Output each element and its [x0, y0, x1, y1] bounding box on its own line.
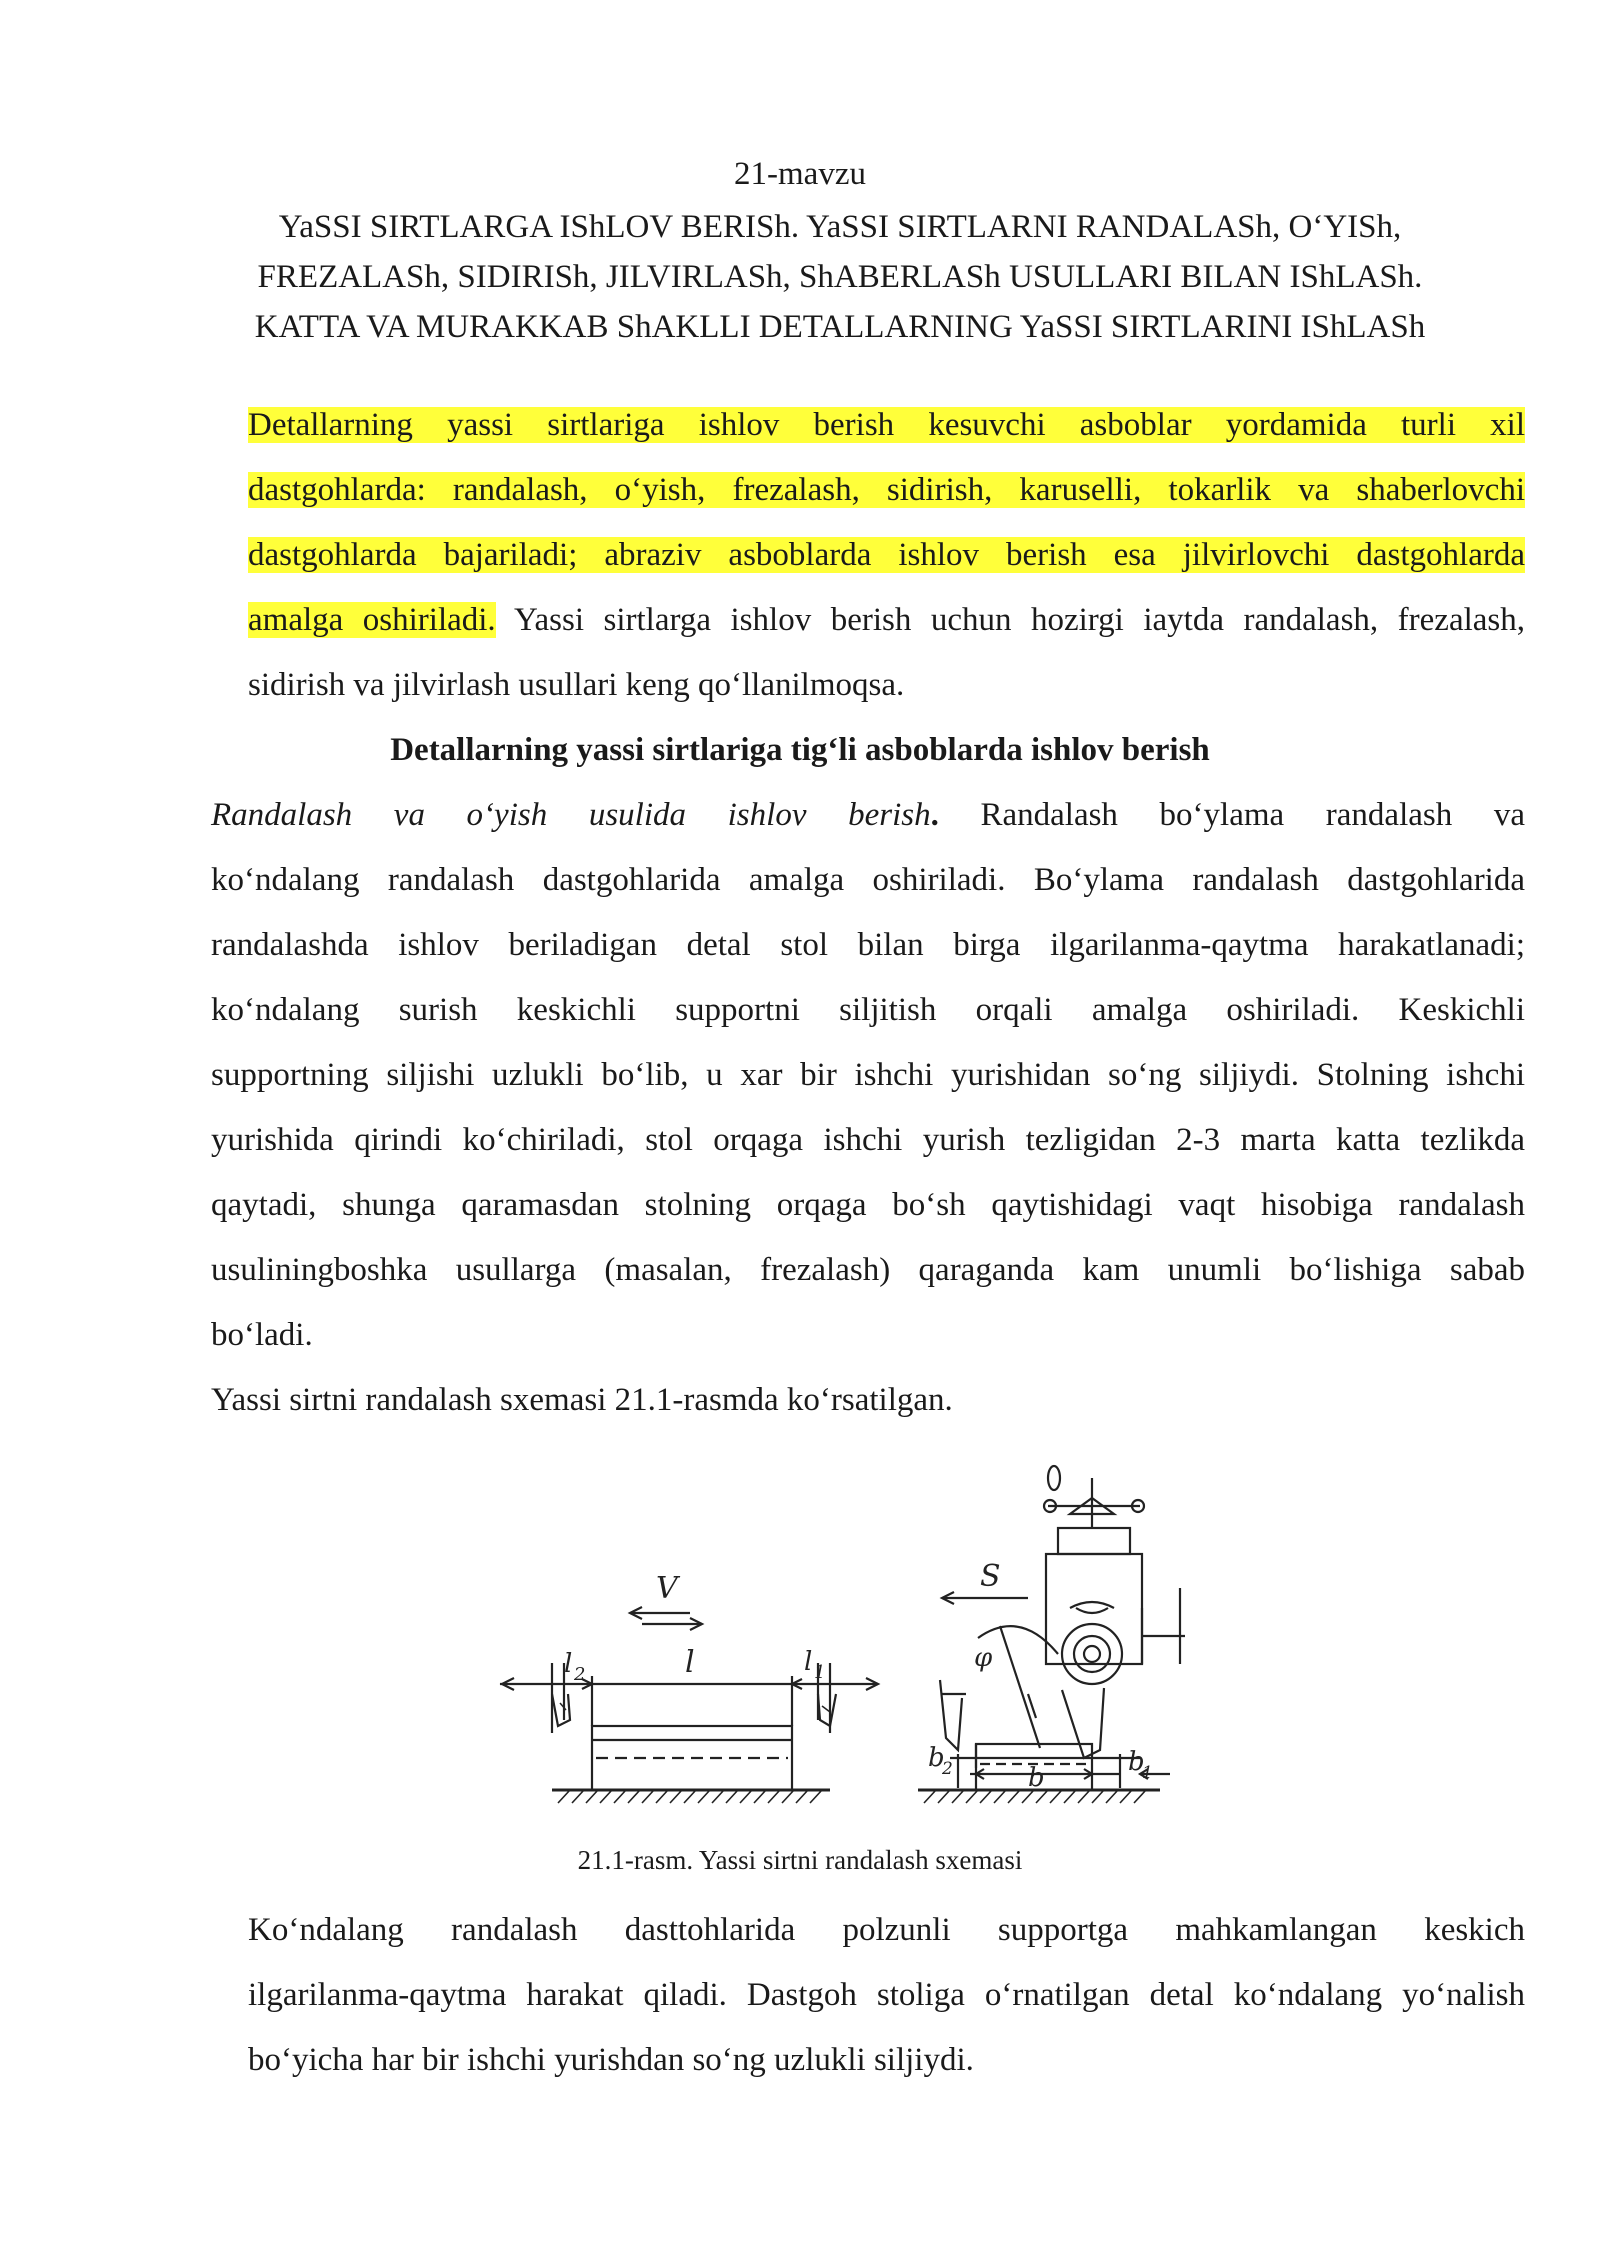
label-l: l	[685, 1645, 695, 1680]
label-phi: φ	[974, 1643, 993, 1673]
highlighted-text: Detallarning yassi sirtlariga ishlov berish kesuvchi asboblar yordamida turli xil	[248, 407, 1525, 443]
title-line: FREZALASh, SIDIRISh, JILVIRLASh, ShABERLASh USULLARI BILAN IShLASh.	[257, 259, 1423, 295]
label-v: V	[656, 1571, 678, 1606]
paragraph-figure-ref: Yassi sirtni randalash sxemasi 21.1-rasmda ko‘rsatilgan.	[211, 1382, 953, 1418]
title-line: KATTA VA MURAKKAB ShAKLLI DETALLARNING YaSSI SIRTLARINI IShLASh	[254, 309, 1426, 345]
italic-lead: Randalash va o‘yish usulida ishlov berish	[211, 797, 931, 833]
highlighted-text: dastgohlarda bajariladi; abraziv asboblarda ishlov berish esa jilvirlovchi dastgohlarda	[248, 537, 1525, 573]
title-line: YaSSI SIRTLARGA IShLOV BERISh. YaSSI SIRTLARNI RANDALASh, O‘YISh,	[278, 209, 1402, 245]
label-b2: b	[928, 1743, 945, 1773]
label-b: b	[1028, 1763, 1045, 1793]
figure-caption: 21.1-rasm. Yassi sirtni randalash sxemasi	[577, 1845, 1023, 1875]
planing-scheme-figure	[480, 1458, 1200, 1828]
label-l2: l	[564, 1649, 573, 1679]
svg-text:2: 2	[574, 1664, 586, 1685]
paragraph-cross-planing: Ko‘ndalang randalash dasttohlarida polzunli supportga mahkamlangan keskich ilgarilanma-qaytma harakat qiladi. Dastgoh stoliga o‘rnatilgan detal ko‘ndalang yo‘nalish bo‘yicha har bir ishchi yurishdan so‘ng uzlukli siljiydi.	[248, 1912, 1525, 2078]
topic-number: 21-mavzu	[734, 156, 866, 192]
label-l1: l	[804, 1647, 813, 1677]
chapter-title	[150, 202, 1530, 352]
paragraph-text: Yassi sirtlarga ishlov berish uchun hozirgi iaytda randalash, frezalash,	[495, 602, 1526, 638]
highlighted-text: amalga oshiriladi.	[248, 602, 496, 638]
highlighted-text: dastgohlarda: randalash, o‘yish, frezalash, sidirish, karuselli, tokarlik va shaberlovchi	[248, 472, 1525, 508]
label-s: S	[980, 1559, 1001, 1594]
paragraph-intro	[153, 393, 1525, 718]
paragraph-planing: Randalash va o‘yish usulida ishlov berish. Randalash bo‘ylama randalash va ko‘ndalang randalash dastgohlarida amalga oshiriladi. Bo‘ylama randalash dastgohlarida randalashda ishlov beriladigan detal stol bilan birga ilgarilanma-qaytma harakatlanadi; ko‘ndalang surish keskichli supportni siljitish orqali amalga oshiriladi. Keskichli supportning siljishi uzlukli bo‘lib, u xar bir ishchi yurishidan so‘ng siljiydi. Stolning ishchi yurishida qirindi ko‘chiriladi, stol orqaga ishchi yurish tezligidan 2-3 marta katta tezlikda qaytadi, shunga qaramasdan stolning orqaga bo‘sh qaytishidagi vaqt hisobiga randalash usuliningboshka usullarga (masalan, frezalash) qaraganda kam unumli bo‘lishiga sabab bo‘ladi.	[211, 797, 1526, 1353]
svg-text:2: 2	[942, 1759, 953, 1779]
paragraph-text: sidirish va jilvirlash usullari keng qo‘llanilmoqsa.	[248, 667, 905, 703]
section-heading: Detallarning yassi sirtlariga tig‘li asboblarda ishlov berish	[390, 732, 1210, 768]
svg-text:1: 1	[814, 1662, 826, 1683]
label-b1: b	[1128, 1747, 1145, 1777]
svg-text:1: 1	[1142, 1763, 1153, 1783]
